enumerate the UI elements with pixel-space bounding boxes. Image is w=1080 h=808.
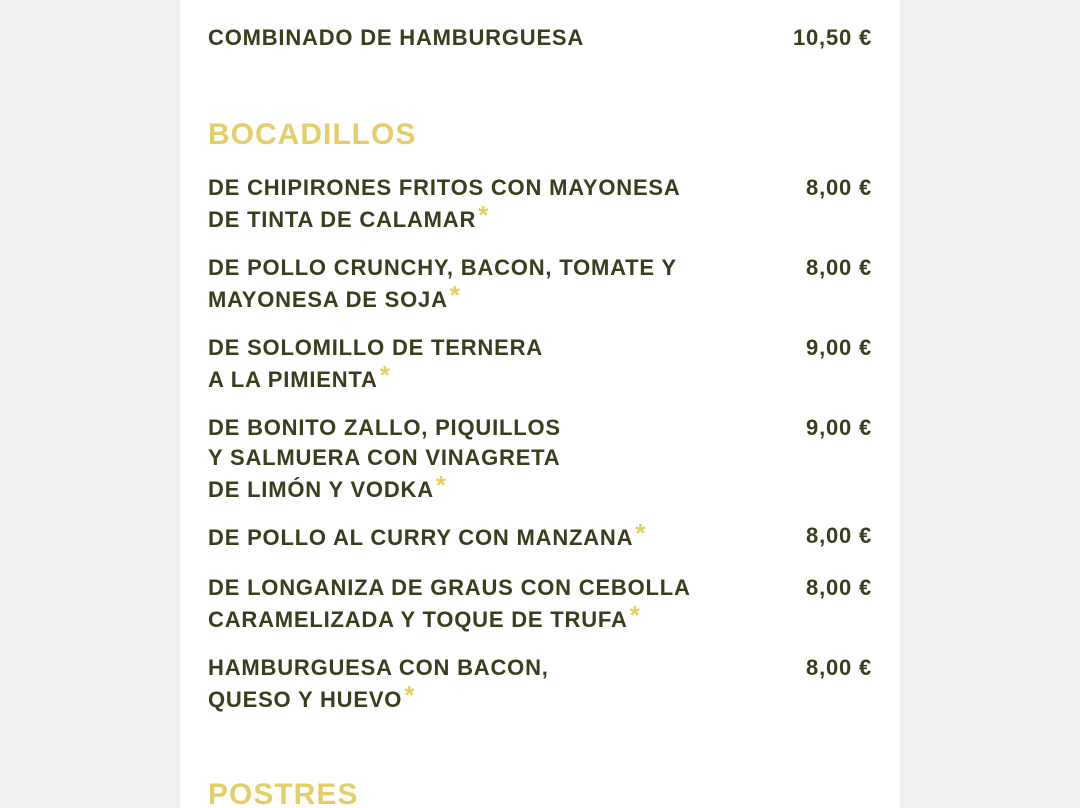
item-name-line: Y SALMUERA CON VINAGRETA: [208, 445, 561, 470]
menu-item-bocadillo: [208, 653, 872, 715]
item-name: [208, 413, 768, 505]
menu-item-bocadillo: [208, 573, 872, 635]
item-name-line: DE SOLOMILLO DE TERNERA: [208, 335, 543, 360]
clipped-menu-item: [208, 0, 872, 6]
asterisk-mark: *: [379, 360, 391, 390]
asterisk-mark: *: [635, 518, 647, 548]
item-name-line: CARAMELIZADA Y TOQUE DE TRUFA*: [208, 600, 641, 632]
item-name-line: COMBINADO DE HAMBURGUESA: [208, 25, 585, 50]
asterisk-mark: *: [449, 280, 461, 310]
item-name: [208, 173, 768, 235]
item-price: 10,50 €: [792, 25, 872, 50]
item-name-line: DE POLLO CRUNCHY, BACON, TOMATE Y: [208, 255, 677, 280]
asterisk-mark: *: [478, 200, 490, 230]
section-title-postres: POSTRES: [208, 778, 359, 808]
item-name-line: HAMBURGUESA CON BACON,: [208, 655, 549, 680]
item-name-line: DE CHIPIRONES FRITOS CON MAYONESA: [208, 175, 681, 200]
asterisk-mark: *: [629, 600, 641, 630]
asterisk-mark: *: [435, 470, 447, 500]
item-price: 8,00 €: [806, 523, 872, 548]
menu-item-bocadillo: [208, 333, 872, 395]
item-name-line: DE POLLO AL CURRY CON MANZANA*: [208, 518, 647, 550]
item-name: [208, 253, 768, 315]
menu-item-combinado: [208, 23, 872, 53]
item-price: 8,00 €: [806, 655, 872, 680]
item-price: 8,00 €: [806, 175, 872, 200]
item-name-line: DE TINTA DE CALAMAR*: [208, 200, 490, 232]
item-price: 8,00 €: [806, 575, 872, 600]
asterisk-mark: *: [404, 680, 416, 710]
item-price: 9,00 €: [806, 335, 872, 360]
item-name-line: QUESO Y HUEVO*: [208, 680, 416, 712]
item-name-line: MAYONESA DE SOJA*: [208, 280, 461, 312]
menu-item-bocadillo: [208, 518, 872, 553]
menu-page: [180, 0, 900, 808]
item-name-line: DE LIMÓN Y VODKA*: [208, 470, 447, 502]
item-price: 9,00 €: [806, 415, 872, 440]
item-name-line: DE BONITO ZALLO, PIQUILLOS: [208, 415, 561, 440]
item-name: [208, 573, 768, 635]
menu-item-bocadillo: [208, 413, 872, 505]
menu-item-bocadillo: [208, 173, 872, 235]
item-price: 8,00 €: [806, 255, 872, 280]
item-name-line: DE LONGANIZA DE GRAUS CON CEBOLLA: [208, 575, 691, 600]
item-name-line: A LA PIMIENTA*: [208, 360, 391, 392]
item-name: [208, 23, 768, 53]
menu-item-bocadillo: [208, 253, 872, 315]
item-name: [208, 333, 768, 395]
item-name: [208, 518, 768, 553]
item-name: [208, 653, 768, 715]
section-title-bocadillos: BOCADILLOS: [208, 118, 417, 151]
